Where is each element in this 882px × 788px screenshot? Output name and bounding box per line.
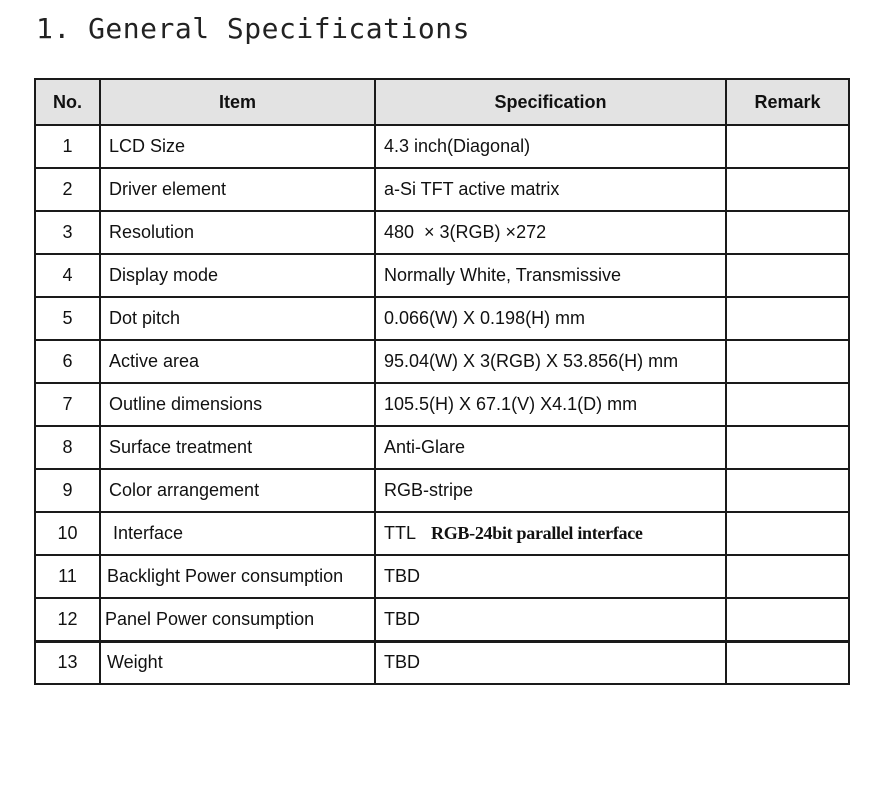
table-row	[35, 211, 849, 254]
header-item: Item	[100, 79, 375, 125]
table-row	[35, 598, 849, 641]
row-specification	[375, 512, 726, 555]
table-header	[35, 79, 849, 125]
row-item: Outline dimensions	[100, 383, 375, 426]
row-number: 7	[35, 383, 100, 426]
row-number: 8	[35, 426, 100, 469]
row-item: Backlight Power consumption	[100, 555, 375, 598]
row-remark	[726, 168, 849, 211]
row-remark	[726, 426, 849, 469]
row-specification: RGB-stripe	[375, 469, 726, 512]
row-number: 1	[35, 125, 100, 168]
header-remark: Remark	[726, 79, 849, 125]
row-remark	[726, 254, 849, 297]
table-row	[35, 168, 849, 211]
row-item: Weight	[100, 641, 375, 684]
row-number: 11	[35, 555, 100, 598]
header-specification: Specification	[375, 79, 726, 125]
row-remark	[726, 125, 849, 168]
table-row	[35, 297, 849, 340]
interface-type: TTL	[384, 523, 417, 543]
table-row	[35, 469, 849, 512]
row-specification: 105.5(H) X 67.1(V) X4.1(D) mm	[375, 383, 726, 426]
row-specification: TBD	[375, 641, 726, 684]
row-remark	[726, 641, 849, 684]
row-remark	[726, 555, 849, 598]
row-specification: TBD	[375, 598, 726, 641]
header-no: No.	[35, 79, 100, 125]
row-number: 9	[35, 469, 100, 512]
row-specification: 95.04(W) X 3(RGB) X 53.856(H) mm	[375, 340, 726, 383]
table-row	[35, 383, 849, 426]
table-row	[35, 340, 849, 383]
row-number: 13	[35, 641, 100, 684]
header-row	[35, 79, 849, 125]
row-specification: 480 × 3(RGB) ×272	[375, 211, 726, 254]
row-item: Dot pitch	[100, 297, 375, 340]
row-remark	[726, 383, 849, 426]
row-number: 3	[35, 211, 100, 254]
section-title: 1. General Specifications	[36, 12, 470, 45]
row-item: Active area	[100, 340, 375, 383]
row-remark	[726, 598, 849, 641]
row-specification: Normally White, Transmissive	[375, 254, 726, 297]
table-row	[35, 426, 849, 469]
row-number: 2	[35, 168, 100, 211]
table-body	[35, 125, 849, 684]
row-specification: 0.066(W) X 0.198(H) mm	[375, 297, 726, 340]
row-remark	[726, 340, 849, 383]
table-row	[35, 254, 849, 297]
interface-description: RGB-24bit parallel interface	[431, 523, 643, 543]
row-item: LCD Size	[100, 125, 375, 168]
row-number: 4	[35, 254, 100, 297]
row-number: 5	[35, 297, 100, 340]
row-specification: Anti-Glare	[375, 426, 726, 469]
row-specification: a-Si TFT active matrix	[375, 168, 726, 211]
row-specification: TBD	[375, 555, 726, 598]
row-remark	[726, 469, 849, 512]
row-number: 12	[35, 598, 100, 641]
table-row	[35, 512, 849, 555]
row-item: Surface treatment	[100, 426, 375, 469]
row-item: Panel Power consumption	[100, 598, 375, 641]
row-number: 6	[35, 340, 100, 383]
table-row	[35, 641, 849, 684]
table-row	[35, 555, 849, 598]
row-item: Display mode	[100, 254, 375, 297]
table-row	[35, 125, 849, 168]
row-remark	[726, 512, 849, 555]
row-remark	[726, 297, 849, 340]
row-item: Driver element	[100, 168, 375, 211]
row-item: Color arrangement	[100, 469, 375, 512]
row-specification: 4.3 inch(Diagonal)	[375, 125, 726, 168]
row-remark	[726, 211, 849, 254]
general-specifications-table	[34, 78, 850, 685]
row-number: 10	[35, 512, 100, 555]
row-item: Interface	[100, 512, 375, 555]
row-item: Resolution	[100, 211, 375, 254]
